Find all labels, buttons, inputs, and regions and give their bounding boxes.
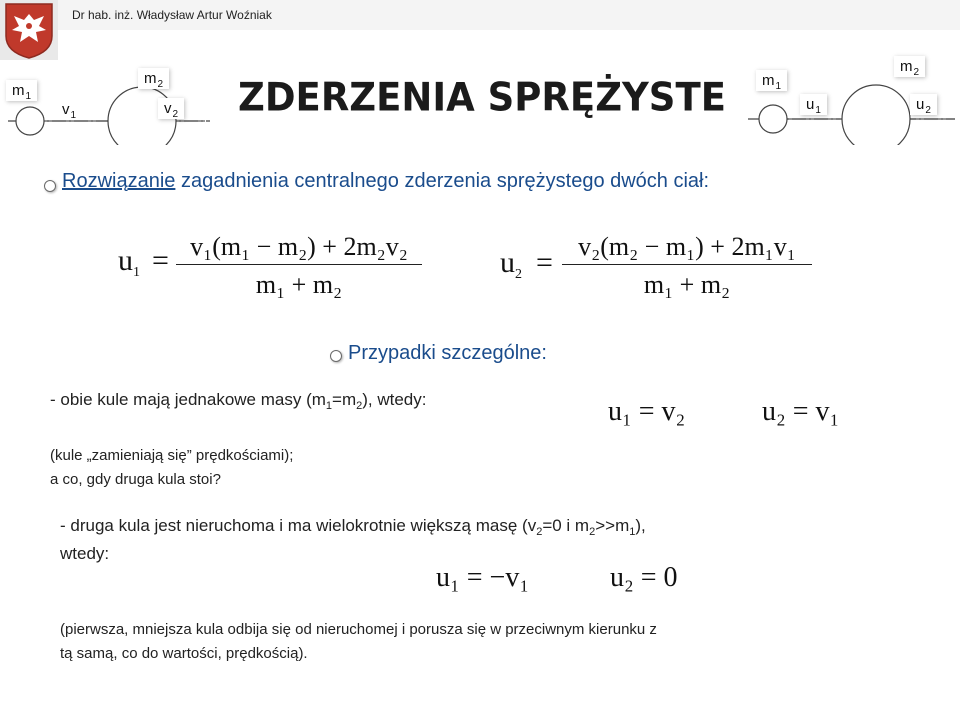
bullet-icon bbox=[44, 180, 56, 192]
case1-note: (kule „zamieniają się” prędkościami); a co, gdy druga kula stoi? bbox=[50, 447, 294, 488]
ball-1-after bbox=[759, 105, 787, 133]
case1-formula-u2: u₂ = v₁ bbox=[762, 396, 840, 427]
case1-formula-u1: u₁ = v₂ bbox=[608, 396, 686, 427]
formula-u1: $u_1$ = v₁(m₁ − m₂) + 2m₂v₂ m₁ + m₂ bbox=[118, 232, 438, 312]
intro-text: Rozwiązanie zagadnienia centralnego zderzenia sprężystego dwóch ciał: bbox=[62, 170, 710, 192]
formula-u1-numerator: v₁(m₁ − m₂) + 2m₂v₂ bbox=[190, 232, 408, 261]
label-u1-right: $u_1$ bbox=[800, 94, 827, 115]
university-logo bbox=[0, 0, 58, 60]
ball-1-before bbox=[16, 107, 44, 135]
label-m1-right: $m_1$ bbox=[756, 70, 787, 91]
label-v1-left: $v_1$ bbox=[62, 101, 77, 121]
label-u2-right: $u_2$ bbox=[910, 94, 937, 115]
fraction-bar bbox=[562, 264, 812, 265]
bullet-icon bbox=[330, 350, 342, 362]
page-title: ZDERZENIA SPRĘŻYSTE bbox=[238, 74, 726, 121]
label-m1-left: $m_1$ bbox=[6, 80, 37, 101]
case2-formula-u2: u₂ = 0 bbox=[610, 562, 678, 593]
case1-text: - obie kule mają jednakowe masy $(m_1=m_2)$, wtedy: bbox=[50, 390, 427, 412]
fraction-bar bbox=[176, 264, 422, 265]
formula-u2: $u_2$ = v₂(m₂ − m₁) + 2m₁v₁ m₁ + m₂ bbox=[500, 232, 830, 312]
label-v2-left: $v_2$ bbox=[158, 98, 184, 119]
formula-u2-numerator: v₂(m₂ − m₁) + 2m₁v₁ bbox=[578, 232, 796, 261]
case2-text: - druga kula jest nieruchoma i ma wielokrotnie większą masę ($v_2=0$ i $m_2>>m_1$), wtedy: bbox=[60, 516, 646, 563]
label-m2-right: $m_2$ bbox=[894, 56, 925, 77]
formula-u2-denominator: m₁ + m₂ bbox=[643, 270, 731, 299]
label-m2-left: $m_2$ bbox=[138, 68, 169, 89]
solution-link[interactable]: Rozwiązanie bbox=[62, 170, 176, 192]
special-cases-heading: Przypadki szczególne: bbox=[348, 342, 547, 364]
formula-u1-denominator: m₁ + m₂ bbox=[255, 270, 343, 299]
case2-note: (pierwsza, mniejsza kula odbija się od nieruchomej i porusza się w przeciwnym kierunku z tą samą, co do wartości, prędkością). bbox=[60, 621, 657, 662]
author-name: Dr hab. inż. Władysław Artur Woźniak bbox=[72, 8, 272, 22]
ball-2-after bbox=[842, 85, 910, 145]
case2-formula-u1: u₁ = −v₁ bbox=[436, 562, 530, 593]
